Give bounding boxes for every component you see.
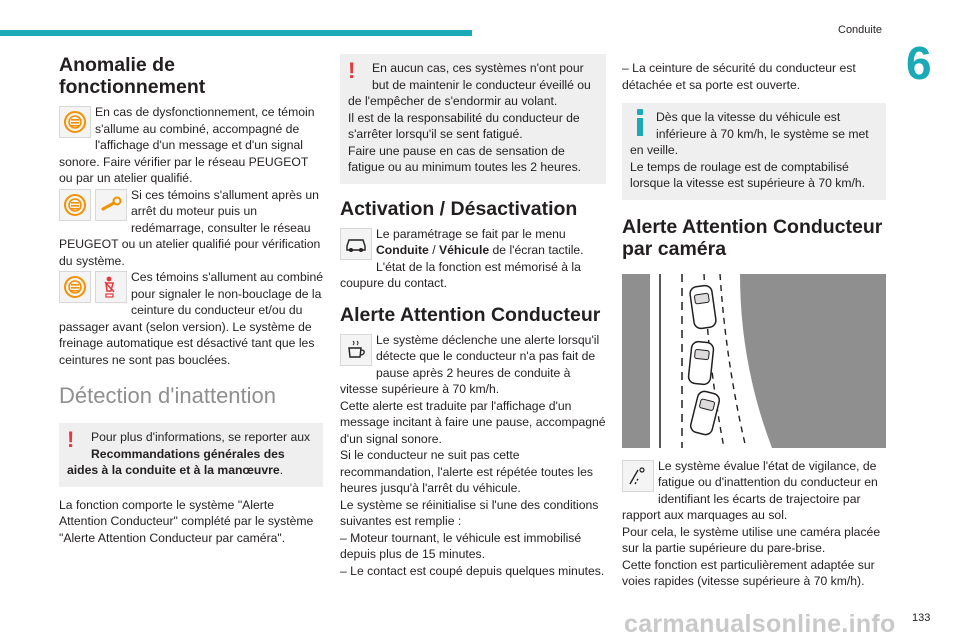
- anomaly-paragraph-2: Si ces témoins s'allument après un arrêt du moteur puis un redémarrage, consulter le réseau PEUGEOT ou un atelier qualifié pour vérification du système.: [59, 187, 321, 268]
- coffee-cup-icon: [340, 334, 372, 366]
- section-title-detection: Détection d'inattention: [59, 383, 277, 408]
- chapter-title: Conduite: [838, 24, 883, 36]
- warning-box-fatigue: ! En aucun cas, ces systèmes n'ont pour but de maintenir le conducteur éveillé ou de l'empêcher de s'endormir au volant. Il est de la responsabilité du conducteur de s'arrêter lorsqu'il se sent fatigué. Faire une pause en cas de sensation de fatigue ou au minimum toutes les 2 heures.: [340, 54, 606, 184]
- chapter-number: 6: [906, 37, 932, 89]
- column-2: [340, 54, 606, 579]
- column-3: [622, 54, 886, 590]
- anomaly-paragraph-3: Ces témoins s'allument au combiné pour signaler le non-bouclage de la ceinture du conducteur et/ou du passager avant (selon version). Le système de freinage automatique est désactivé tant que les ceintures ne sont pas bouclées.: [59, 270, 323, 367]
- column-1: [59, 54, 323, 546]
- camera-row: Le système évalue l'état de vigilance, de fatigue ou d'inattention du conducteur en identifiant les écarts de trajectoire par rapport aux marquages au sol. Pour cela, le système utilise une caméra placée sur la partie supérieure du pare-brise. Cette fonction est particulièrement adaptée sur voies rapides (vitesse supérieure à 70 km/h).: [622, 458, 881, 588]
- anomaly-row-2: [59, 187, 323, 270]
- watermark: carmanualsonline.info: [624, 610, 896, 638]
- lane-departure-illustration-svg: [622, 274, 886, 448]
- section-title-camera: Alerte Attention Conducteur par caméra: [622, 215, 883, 260]
- section-title-alerte: Alerte Attention Conducteur: [340, 303, 601, 326]
- header-accent-bar: [0, 30, 472, 36]
- vehicle-menu-icon: [340, 228, 372, 260]
- anomaly-row-3: [59, 269, 323, 368]
- driver-attention-warning-icon: [59, 271, 91, 303]
- anomaly-paragraph-1: En cas de dysfonctionnement, ce témoin s'allume au combiné, accompagné de l'affichage d'un message et d'un signal sonore. Faire vérifier par le réseau PEUGEOT ou par un atelier qualifié.: [59, 105, 315, 185]
- alert-row: Le système déclenche une alerte lorsqu'il détecte que le conducteur n'a pas fait de pause après 2 heures de conduite à vitesse supérieure à 70 km/h. Cette alerte est traduite par l'affichage d'un message incitant à faire une pause, accompagné d'un signal sonore. Si le conducteur ne suit pas cette recommandation, l'alerte est répétée toutes les heures jusqu'à l'arrêt du véhicule. Le système se réinitialise si l'une des conditions suivantes est remplie : – Moteur tournant, le véhicule est immobilisé depuis plus de 15 minutes. – Le contact est coupé depuis quelques minutes.: [340, 332, 606, 578]
- section-title-anomalie: Anomalie de fonctionnement: [59, 54, 206, 98]
- warning-box-references: ! Pour plus d'informations, se reporter aux Recommandations générales des aides à la conduite et à la manœuvre.: [59, 423, 323, 487]
- detection-paragraph: La fonction comporte le système "Alerte Attention Conducteur" complété par le système "Alerte Attention Conducteur par caméra".: [59, 497, 314, 545]
- driver-attention-warning-icon: [59, 189, 91, 221]
- condition-list-item: – La ceinture de sécurité du conducteur est détachée et sa porte est ouverte.: [622, 61, 856, 92]
- info-box-standby: Dès que la vitesse du véhicule est inférieure à 70 km/h, le système se met en veille. Le temps de roulage est de comptabilisé lorsque la vitesse est supérieure à 70 km/h.: [622, 103, 886, 200]
- info-icon: [630, 109, 652, 139]
- anomaly-row-1: [59, 104, 323, 187]
- warning-exclamation-icon: !: [67, 427, 75, 452]
- activation-row: Le paramétrage se fait par le menu Conduite / Véhicule de l'écran tactile. L'état de la fonction est mémorisé à la coupure du contact.: [340, 226, 584, 290]
- warning-exclamation-icon: !: [348, 58, 356, 83]
- driver-attention-warning-icon: [59, 106, 91, 138]
- page-number: 133: [912, 612, 931, 624]
- service-wrench-icon: [95, 189, 127, 221]
- seatbelt-warning-icon: [95, 271, 127, 303]
- lane-camera-icon: [622, 460, 654, 492]
- section-title-activation: Activation / Désactivation: [340, 197, 578, 220]
- lane-departure-illustration: [622, 274, 886, 448]
